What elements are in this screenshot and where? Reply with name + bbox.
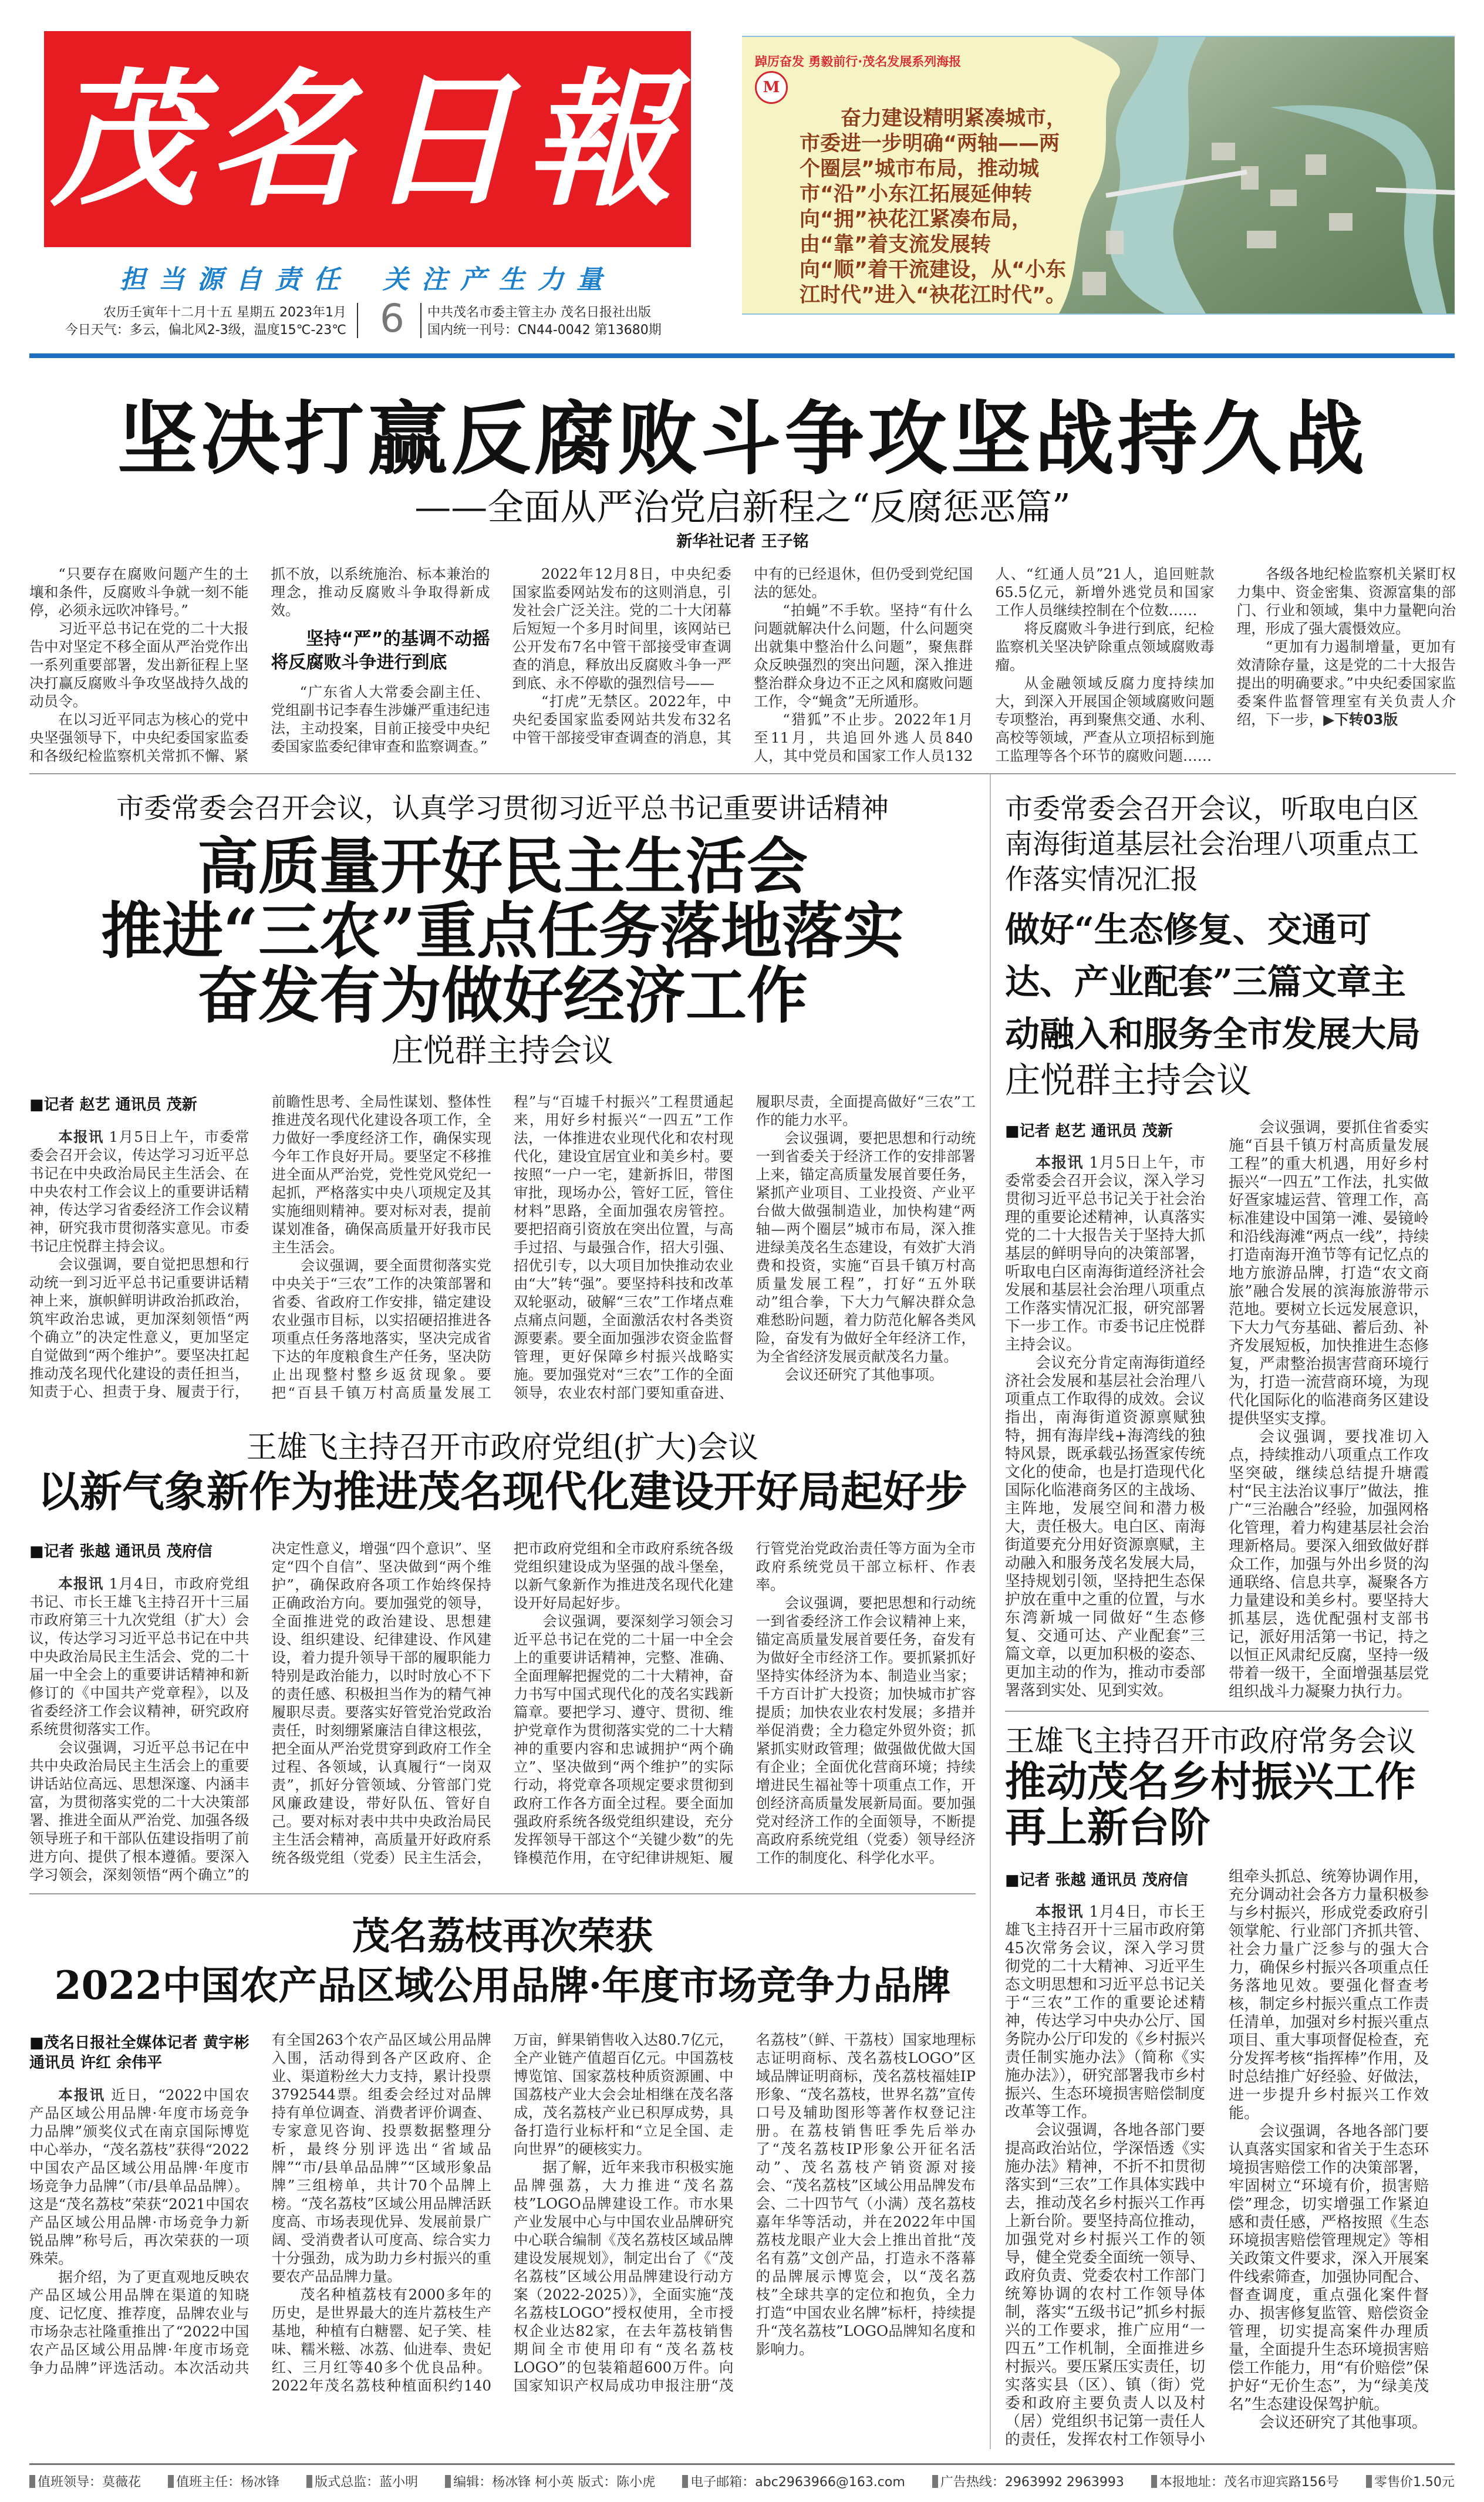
lead-subtitle: ——全面从严治党启新程之“反腐惩恶篇” (414, 485, 1071, 528)
footer-item (445, 2472, 655, 2490)
footer-text: 值班领导：莫薇花 (38, 2475, 141, 2490)
article-paragraph (29, 565, 248, 619)
paragraph-text: 习近平总书记在党的二十大报告中对坚定不移全面从严治党作出一系列重要部署，发出新征程上坚决打赢反腐败斗争攻坚战持久战的动员令。 (29, 620, 249, 710)
lead-byline: 新华社记者 王子铭 (676, 532, 809, 551)
headline-line: 奋发有为做好经济工作 (197, 959, 808, 1031)
footer-item (1366, 2472, 1455, 2490)
byline (29, 1095, 249, 1115)
headline-line: 推动茂名乡村振兴工作 (1005, 1757, 1416, 1806)
poster-logo-icon: M (755, 71, 788, 104)
column-divider (990, 774, 991, 2449)
article-headline[interactable] (1005, 1759, 1429, 1850)
section-divider (1005, 1711, 1429, 1712)
lower-articles (0, 774, 1484, 2449)
article-kicker: 市委常委会召开会议，听取电白区南海街道基层社会治理八项重点工作落实情况汇报 (1005, 793, 1419, 896)
article-paragraph (512, 565, 731, 692)
article-body (29, 1539, 976, 1884)
article-paragraph (29, 1574, 249, 1738)
paragraph-text: 坚持“严”的基调不动摇将反腐败斗争进行到底 (271, 629, 490, 673)
paragraph-text: 据介绍，为了更直观地反映农产品区域公用品牌在渠道的知晓度、记忆度、推荐度，品牌农业与市场杂志社隆重推出了“2022中国农产品区域公用品牌·年度市场竞争力品牌”评选活动。本次活动共有全国263个农产品区域公用品牌入围，活动得到各产区政府、企业、渠道粉丝大力支持，累计投票3792544票。组委会经过对品牌持有单位调查、消费者评价调查、专家意见咨询、投票数据整理分析，最终分别评选出“省域品牌”“市/县单品品牌”“区域形象品牌”三组榜单，共计70个品牌上榜。“茂名荔枝”区域公用品牌活跃度高、市场表现优异、发展前景广阔、受消费者认可度高、综合实力十分强劲，成为助力乡村振兴的重要农产品品牌力量。 (29, 2031, 491, 2376)
paragraph-text: ■记者 赵艺 通讯员 茂新 (29, 1096, 197, 1114)
byline (1005, 1121, 1205, 1141)
article-paragraph (1229, 2414, 1429, 2432)
article-paragraph (756, 1129, 976, 1365)
paragraph-text: 将反腐败斗争进行到底，纪检监察机关坚决铲除重点领域腐败毒瘤。 (995, 620, 1215, 673)
article-paragraph (271, 683, 490, 756)
weather: 今日天气：多云，偏北风2-3级，温度15℃-23℃ (65, 323, 346, 338)
continued-on-page-link[interactable]: ▶下转03版 (1323, 711, 1398, 728)
article-host-line: 庄悦群主持会议 (1005, 1060, 1252, 1101)
article-headline[interactable] (29, 830, 976, 1031)
article-paragraph (1229, 1119, 1429, 1428)
footer-text: 电子邮箱：abc2963966@163.com (690, 2475, 905, 2490)
paragraph-text: ■记者 赵艺 通讯员 茂新 (1005, 1122, 1173, 1140)
paragraph-text: 会议强调，要全面贯彻落实党中央关于“三农”工作的决策部署和省委、省政府工作安排，锚定建设农业强市目标，以实招硬招推进各项重点任务落地落实，坚决完成省下达的年度粮食生产任务，坚决防止出现整村整乡返贫现象。要把“百县千镇万村高质量发展工程”与“百墟千村振兴”工程贯通起来，用好乡村振兴“一四五”工作法，一体推进农业现代化和农村现代化，建设宜居宜业和美乡村。要按照“一户一宅，建新拆旧，带图审批，现场办公，管好工匠，管住材料”思路，全面加强农房管控。要把招商引资放在突出位置，与高手过招、与最强合作，招大引强、招优引专，以大项目加快推动农业由“大”转“强”。要坚持科技和改革双轮驱动，破解“三农”工作堵点难点痛点问题，全面激活农村各类资源要素。要全面加强涉农资金监督管理，更好保障乡村振兴战略实施。要加强党对“三农”工作的全面领导，农业农村部门要知重奋进、履职尽责，全面提高做好“三农”工作的能力水平。 (271, 1093, 976, 1401)
paragraph-text: ■记者 张越 通讯员 茂府信 (29, 1543, 213, 1560)
footer-credits (29, 2472, 1455, 2490)
article-paragraph (754, 601, 973, 710)
paragraph-text: 会议还研究了其他事项。 (1259, 2414, 1428, 2432)
paragraph-text: 会议强调，各地各部门要提高政治站位，学深悟透《实施办法》精神，不折不扣贯彻落实到“三农”工作具体实践中去，推动茂名乡村振兴工作再上新台阶。要坚持高位推动，加强党对乡村振兴工作的领导，健全党委全面统一领导、政府负责、党委农村工作部门统筹协调的农村工作领导体制，落实“五级书记”抓乡村振兴的工作要求，推广应用“一四五”工作机制，全面推进乡村振兴。要压紧压实责任，切实落实县（区）、镇（街）党委和政府主要负责人以及村（居）党组织书记第一责任人的责任，发挥农村工作领导小组牵头抓总、统筹协调作用，充分调动社会各方力量积极参与乡村振兴，形成党委政府引领掌舵、行业部门齐抓共管、社会力量广泛参与的强大合力，确保乡村振兴各项重点任务落地见效。要强化督查考核，制定乡村振兴重点工作责任清单，加强对乡村振兴重点项目、重大事项督促检查，充分发挥考核“指挥棒”作用，及时总结推广好经验、好做法，进一步提升乡村振兴工作效能。 (1005, 1868, 1429, 2449)
article-paragraph (1237, 565, 1456, 638)
paragraph-text: “拍蝇”不手软。坚持“有什么问题就解决什么问题，什么问题突出就集中整治什么问题”，聚焦群众反映强烈的突出问题，深入推进整治群众身边不正之风和腐败问题工作，令“蝇贪”无所遁形。 (753, 602, 973, 710)
city-poster (742, 36, 1455, 315)
byline (1005, 1870, 1205, 1890)
issue-info-right (427, 304, 721, 339)
divider (357, 303, 358, 338)
article-headline[interactable]: 做好“生态修复、交通可达、产业配套”三篇文章主动融入和服务全市发展大局 (1005, 909, 1421, 1054)
paragraph-text: 会议强调，习近平总书记在中共中央政治局民主生活会上的重要讲话站位高远、思想深邃、内涵丰富，为贯彻落实党的二十大决策部署、推进全面从严治党、加强各级领导班子和干部队伍建设指明了前进方向、提供了根本遵循。要深入学习领会，深刻领悟“两个确立”的决定性意义，增强“四个意识”、坚定“四个自信”、坚决做到“两个维护”，确保政府各项工作始终保持正确政治方向。要加强党的领导，全面推进党的政治建设、思想建设、组织建设、纪律建设、作风建设，着力提升领导干部的履职能力特别是政治能力，以时时放心不下的责任感、积极担当作为的精气神履职尽责。要落实好管党治党政治责任，时刻绷紧廉洁自律这根弦，把全面从严治党贯穿到政府工作全过程、各领域，认真履行“一岗双责”，抓好分管领域、分管部门党风廉政建设，带好队伍、管好自己。要对标对表中共中央政治局民主生活会精神，高质量开好政府系统各级党组（党委）民主生活会，把市政府党组和全市政府系统各级党组织建设成为坚强的战斗堡垒，以新气象新作为推进茂名现代化建设开好局起好步。 (29, 1540, 734, 1883)
footer-text: 广告热线：2963992 2963993 (940, 2475, 1124, 2490)
slogan (44, 258, 691, 296)
section-divider (29, 1893, 976, 1894)
divider (420, 303, 421, 338)
article-body (29, 1092, 976, 1402)
article-headline[interactable]: 2022中国农产品区域公用品牌·年度市场竞争力品牌 (54, 1963, 951, 2008)
article-paragraph (1005, 1903, 1205, 2122)
lunar-date: 农历壬寅年十二月十五 星期五 2023年1月 (103, 305, 346, 320)
article-paragraph (756, 1365, 976, 1384)
article-paragraph (29, 2086, 249, 2268)
poster-text: 奋力建设精明紧凑城市，市委进一步明确“两轴——两个圈层”城市布局，推动城市“沿”小东江拓展延伸转向“拥”袂花江紧凑布局，由“靠”着支流发展转向“顺”着干流建设，从“小东江时代”进入“袂花江时代”。 (800, 107, 1067, 307)
footer-item (306, 2472, 418, 2490)
paragraph-text: 据了解，近年来我市积极实施品牌强荔，大力推进“茂名荔枝”LOGO品牌建设工作。市水果产业发展中心与中国农业品牌研究中心联合编制《茂名荔枝区域品牌建设发展规划》，制定出台了《“茂名荔枝”区域公用品牌建设行动方案（2022-2025）》，全面实施“茂名荔枝LOGO”授权使用，全市授权企业达82家，在去年荔枝销售期间全市使用印有“茂名荔枝LOGO”的包装箱超600万件。向国家知识产权局成功申报注册“茂名荔枝”（鲜、干荔枝）国家地理标志证明商标、茂名荔枝LOGO”区域品牌证明商标，茂名荔枝福娃IP形象、“茂名荔枝，世界名荔”宣传口号及辅助图形等著作权登记注册。在荔枝销售旺季先后举办了“茂名荔枝IP形象公开征名活动”、茂名荔枝产销资源对接会、“茂名荔枝”区域公用品牌发布会、二十四节气（小满）茂名荔枝嘉年华等活动，并在2022年中国荔枝龙眼产业大会上推出首批“茂名有荔”文创产品，打造永不落幕的品牌展示博览会，以“茂名荔枝”全球共享的定位和抱负，全力打造“中国农业名牌”标杆，持续提升“茂名荔枝”LOGO品牌知名度和影响力。 (514, 2031, 976, 2394)
left-articles (29, 774, 976, 2449)
byline (29, 2033, 249, 2073)
dateline: 本报讯 (1036, 1154, 1084, 1172)
paragraph-text: ■记者 张越 通讯员 茂府信 (1005, 1872, 1188, 1889)
footer-item (168, 2472, 279, 2490)
byline (29, 1542, 249, 1562)
article-paragraph (995, 674, 1214, 765)
footer-email[interactable] (682, 2472, 905, 2490)
footer-rule (29, 2463, 1455, 2465)
poster-series-tag: 踔厉奋发 勇毅前行·茂名发展系列海报 (755, 55, 962, 69)
page-content (0, 370, 1484, 2502)
headline-line: 高质量开好民主生活会 (197, 830, 808, 902)
footer-text: 编辑：杨冰锋 柯小英 版式：陈小虎 (453, 2475, 656, 2490)
masthead-rule (29, 353, 1455, 358)
dateline: 本报讯 (58, 1128, 104, 1145)
paragraph-text: 从金融领域反腐力度持续加大，到深入开展国企领域腐败问题专项整治，再到聚焦交通、水利、高校等领域，严查从立项招标到施工监理等各个环节的腐败问题…… (995, 675, 1215, 764)
paragraph-text: 各级各地纪检监察机关紧盯权力集中、资金密集、资源富集的部门、行业和领域，集中力量靶向治理，形成了强大震慑效应。 (1236, 565, 1456, 637)
article-kicker: 王雄飞主持召开市政府常务会议 (1005, 1724, 1416, 1758)
article-paragraph (756, 1594, 976, 1867)
newspaper-title: 茂名日報 (50, 53, 684, 226)
article-paragraph (1005, 1154, 1205, 1354)
dateline: 本报讯 (1036, 1903, 1084, 1921)
right-articles (1005, 774, 1429, 2449)
headline-line: 再上新台阶 (1005, 1803, 1210, 1852)
footer-item (29, 2472, 141, 2490)
article-paragraph (1229, 2123, 1429, 2414)
paragraph-text: 1月4日，市政府党组书记、市长王雄飞主持召开十三届市政府第三十九次党组（扩大）会议，传达学习习近平总书记在中共中央政治局民主生活会、党的二十届一中全会上的重要讲话精神和新修订的《中国共产党章程》，以及省委经济工作会议精神，研究政府系统贯彻落实工作。 (29, 1575, 249, 1738)
article-body (1005, 1868, 1429, 2449)
article-paragraph (29, 1128, 249, 1255)
article-paragraph (1237, 638, 1456, 729)
footer-text: 值班主任：杨冰锋 (176, 2475, 280, 2490)
article-host-line: 庄悦群主持会议 (392, 1032, 613, 1069)
paragraph-text: 会议还研究了其他事项。 (784, 1366, 944, 1383)
footer-text: 本报地址：茂名市迎宾路156号 (1159, 2475, 1339, 2490)
footer (0, 2449, 1484, 2502)
paragraph-text: 近日，“2022中国农产品区域公用品牌·年度市场竞争力品牌”颁奖仪式在南京国际博览中心举办，“茂名荔枝”获得“2022中国农产品区域公用品牌·年度市场竞争力品牌”（市/县单品品牌）。这是“茂名荔枝”荣获“2021中国农产品区域公用品牌·市场竞争力新锐品牌”称号后，再次荣获的一项殊荣。 (29, 2086, 249, 2267)
article-paragraph (995, 619, 1214, 674)
headline-line: 推进“三农”重点任务落地落实 (101, 895, 904, 967)
article-paragraph (29, 619, 248, 710)
paragraph-text: “猎狐”不止步。2022年1月至11月，共追回外逃人员840人，其中党员和国家工作人员132人、“红通人员”21人，追回赃款65.5亿元，新增外逃党员和国家工作人员继续控制在个位数…… (753, 565, 1215, 764)
footer-item (1151, 2472, 1339, 2490)
article-body (1005, 1119, 1429, 1701)
paragraph-text: 会议充分肯定南海街道经济社会发展和基层社会治理八项重点工作取得的成效。会议指出，南海街道资源禀赋独特，拥有海岸线+海湾线的独特风景，既承载弘扬疍家传统文化的使命，也是打造现代化国际化临港商务区的主战场、主阵地，发展空间和潜力极大，责任极大。电白区、南海街道要充分用好资源禀赋，主动融入和服务茂名发展大局，坚持规划引领，坚持把生态保护放在重中之重的位置，与水东湾新城一同做好“生态修复、交通可达、产业配套”三篇文章，以更加积极的姿态、更加主动的作为，推动市委部署落到实处、见到实效。 (1005, 1354, 1205, 1700)
paragraph-text: 会议强调，要把思想和行动统一到省委关于经济工作的安排部署上来，锚定高质量发展首要任务，紧抓产业项目、工业投资、产业平台做大做强制造业，加快构建“两轴—两个圈层”城市布局，深入推进绿美茂名生态建设，有效扩大消费和投资，实施“百县千镇万村高质量发展工程”，打好“五外联动”组合拳，下大力气解决群众急难愁盼问题，着力防范化解各类风险，奋发有为做好全年经济工作，为全省经济发展贡献茂名力量。 (756, 1129, 976, 1365)
article-kicker: 王雄飞主持召开市政府党组(扩大)会议 (246, 1430, 759, 1465)
article-kicker: 茂名荔枝再次荣获 (352, 1914, 653, 1958)
lead-article (0, 392, 1484, 774)
publisher: 中共茂名市委主管主办 茂名日报社出版 (427, 305, 651, 320)
slogan-right: 关注产生力量 (383, 265, 615, 295)
paragraph-text: 1月4日，市长王雄飞主持召开十三届市政府第45次常务会议，深入学习贯彻党的二十大精神、习近平生态文明思想和习近平总书记关于“三农”工作的重要论述精神，传达学习中央办公厅、国务院办公厅印发的《乡村振兴责任制实施办法》（简称《实施办法》），研究部署我市乡村振兴、生态环境损害赔偿制度改革等工作。 (1005, 1903, 1205, 2121)
footer-item (932, 2472, 1124, 2490)
article-headline[interactable]: 以新气象新作为推进茂名现代化建设开好局起好步 (37, 1466, 967, 1516)
slogan-left: 担当源自责任 (120, 265, 352, 295)
article-kicker: 市委常委会召开会议，认真学习贯彻习近平总书记重要讲话精神 (116, 793, 889, 825)
paragraph-text: “只要存在腐败问题产生的土壤和条件，反腐败斗争就一刻不能停，必须永远吹冲锋号。” (29, 565, 249, 619)
paragraph-text: “更加有力遏制增量，更加有效清除存量，这是党的二十大报告提出的明确要求。”中央纪委国家监委案件监督管理室有关负责人介绍，下一步， (1236, 638, 1456, 728)
paragraph-text: 2022年12月8日，中央纪委国家监委网站发布的这则消息，引发社会广泛关注。党的二十大闭幕后短短一个多月时间里，该网站已公开发布7名中管干部接受审查调查的消息，释放出反腐败斗争一严到底、永不停歇的强烈信号—— (512, 565, 731, 692)
footer-text: 零售价1.50元 (1374, 2475, 1455, 2490)
issue-info-left (35, 304, 346, 339)
dateline: 本报讯 (58, 1575, 104, 1592)
paragraph-text: “打虎”无禁区。2022年，中央纪委国家监委网站共发布32名中管干部接受审查调查的消息，其中有的已经退休，但仍受到党纪国法的惩处。 (512, 565, 973, 746)
paragraph-text: “广东省人大常委会副主任、党组副书记李春生涉嫌严重违纪违法，主动投案，目前正接受中央纪委国家监委纪律审查和监察调查。” (271, 683, 490, 755)
article-subheading (271, 628, 490, 675)
lead-article-body (29, 565, 1456, 765)
article-paragraph (1005, 1354, 1205, 1700)
paragraph-text: 会议强调，要把思想和行动统一到省委经济工作会议精神上来，锚定高质量发展首要任务，奋发有为做好全市经济工作。要抓紧抓好坚持实体经济为本、制造业当家；千方百计扩大投资；加快城市扩容提质；加快农业农村发展；多措并举促消费；全力稳定外贸外资；抓紧抓实财政管理；做强做优做大国有企业；全面优化营商环境；持续增进民生福祉等十项重点工作，开创经济高质量发展新局面。要加强党对经济工作的全面领导，不断提高政府系统党组（党委）领导经济工作的制度化、科学化水平。 (756, 1594, 976, 1866)
day-number: 6 (380, 296, 404, 341)
lead-headline[interactable]: 坚决打赢反腐败斗争攻坚战持久战 (117, 392, 1368, 486)
newspaper-logo (44, 31, 691, 247)
paragraph-text: ■茂名日报社全媒体记者 黄宇彬 通讯员 许红 余伟平 (29, 2034, 249, 2072)
article-paragraph (1229, 1428, 1429, 1701)
paragraph-text: 1月5日上午，市委常委会召开会议，深入学习贯彻习近平总书记关于社会治理的重要论述精神，认真落实党的二十大报告关于坚持大抓基层的鲜明导向的决策部署，听取电白区南海街道经济社会发展和基层社会治理八项重点工作落实情况汇报，研究部署下一步工作。市委书记庄悦群主持会议。 (1005, 1154, 1205, 1354)
paragraph-text: 会议强调，要深刻学习领会习近平总书记在党的二十届一中全会上的重要讲话精神，完整、准确、全面理解把握党的二十大精神，奋力书写中国式现代化的茂名实践新篇章。要把学习、遵守、贯彻、维护党章作为贯彻落实党的二十大精神的重要内容和忠诚拥护“两个确立”、坚决做到“两个维护”的实际行动，将党章各项规定要求贯彻到政府工作各方面全过程。要全面加强政府系统各级党组织建设，充分发挥领导干部这个“关键少数”的先锋模范作用，在守纪律讲规矩、履行管党治党政治责任等方面为全市政府系统党员干部立标杆、作表率。 (514, 1540, 976, 1866)
paragraph-text: 会议强调，要抓住省委实施“百县千镇万村高质量发展工程”的重大机遇，用好乡村振兴“一四五”工作法，扎实做好疍家墟运营、管理工作，高标准建设中国第一滩、晏镜岭和沿线海滩“两点一线”，持续打造南海开渔节等有记忆点的地方旅游品牌，打造“农文商旅”融合发展的滨海旅游带示范地。要树立长远发展意识，下大力气夯基础、蓄后劲、补齐发展短板，加快推进生态修复，严肃整治损害营商环境行为，打造一流营商环境，为现代化国际化的临港商务区建设提供坚实支撑。 (1229, 1119, 1429, 1428)
paragraph-text: 茂名种植荔枝有2000多年的历史，是世界最大的连片荔枝生产基地，种植有白糖罂、妃子笑、桂味、糯米糍、冰荔、仙进奉、贵妃红、三月红等40多个优良品种。2022年茂名荔枝种植面积约140万亩，鲜果销售收入达80.7亿元，全产业链产值超百亿元。中国荔枝博览馆、国家荔枝种质资源圃、中国荔枝产业大会会址相继在茂名落成，茂名荔枝产业已积厚成势，具备打造行业标杆和“立足全国、走向世界”的硬核实力。 (271, 2031, 734, 2394)
issn: 国内统一刊号：CN44-0042 第13680期 (427, 323, 662, 338)
paragraph-text: 在以习近平同志为核心的党中央坚强领导下，中央纪委国家监委和各级纪检监察机关常抓不懈、紧抓不放，以系统施治、标本兼治的理念，推动反腐败斗争取得新成效。 (29, 565, 490, 764)
paragraph-text: 会议强调，各地各部门要认真落实国家和省关于生态环境损害赔偿工作的决策部署，牢固树立“环境有价，损害赔偿”理念，切实增强工作紧迫感和责任感，严格按照《生态环境损害赔偿管理规定》等相关政策文件要求，深入开展案件线索筛查，加强协同配合、督查调度，重点强化案件督办、损害修复监管、赔偿资金管理，切实提高案件办理质量，全面提升生态环境损害赔偿工作能力，用“有价赔偿”保护好“无价生态”，为“绿美茂名”生态建设保驾护航。 (1229, 2123, 1429, 2413)
paragraph-text: 会议强调，要自觉把思想和行动统一到习近平总书记重要讲话精神上来，旗帜鲜明讲政治抓政治，筑牢政治忠诚，更加深刻领悟“两个确立”的决定性意义，更加坚定自觉做到“两个维护”。要坚决扛起推动茂名现代化建设的责任担当，知责于心、担责于身、履责于行，前瞻性思考、全局性谋划、整体性推进茂名现代化建设各项工作，全力做好一季度经济工作，确保实现今年工作良好开局。要坚定不移推进全面从严治党，党性党风党纪一起抓，严格落实中央八项规定及其实施细则精神。要对标对表，提前谋划准备，确保高质量开好我市民主生活会。 (29, 1093, 491, 1400)
dateline: 本报讯 (58, 2086, 106, 2103)
footer-text: 版式总监：蓝小明 (315, 2475, 419, 2490)
paragraph-text: 会议强调，要找准切入点，持续推动八项重点工作攻坚突破，继续总结提升塘霞村“民主法治议事厅”做法，推广“三治融合”经验，加强网格化管理，着力构建基层社会治理新格局。要深入细致做好群众工作，加强与外出乡贤的沟通联络、信息共享，凝聚各方力量建设和美乡村。要坚持大抓基层，选优配强村支部书记，派好用活第一书记，持之以恒正风肃纪反腐，坚持一级带着一级干，全面增强基层党组织战斗力凝聚力执行力。 (1229, 1428, 1429, 1701)
article-body (29, 2031, 976, 2395)
paragraph-text: 1月5日上午，市委常委会召开会议，传达学习习近平总书记在中央政治局民主生活会、在中央农村工作会议上的重要讲话精神，传达学习省委经济工作会议精神，研究我市贯彻落实意见。市委书记庄悦群主持会议。 (29, 1128, 249, 1255)
